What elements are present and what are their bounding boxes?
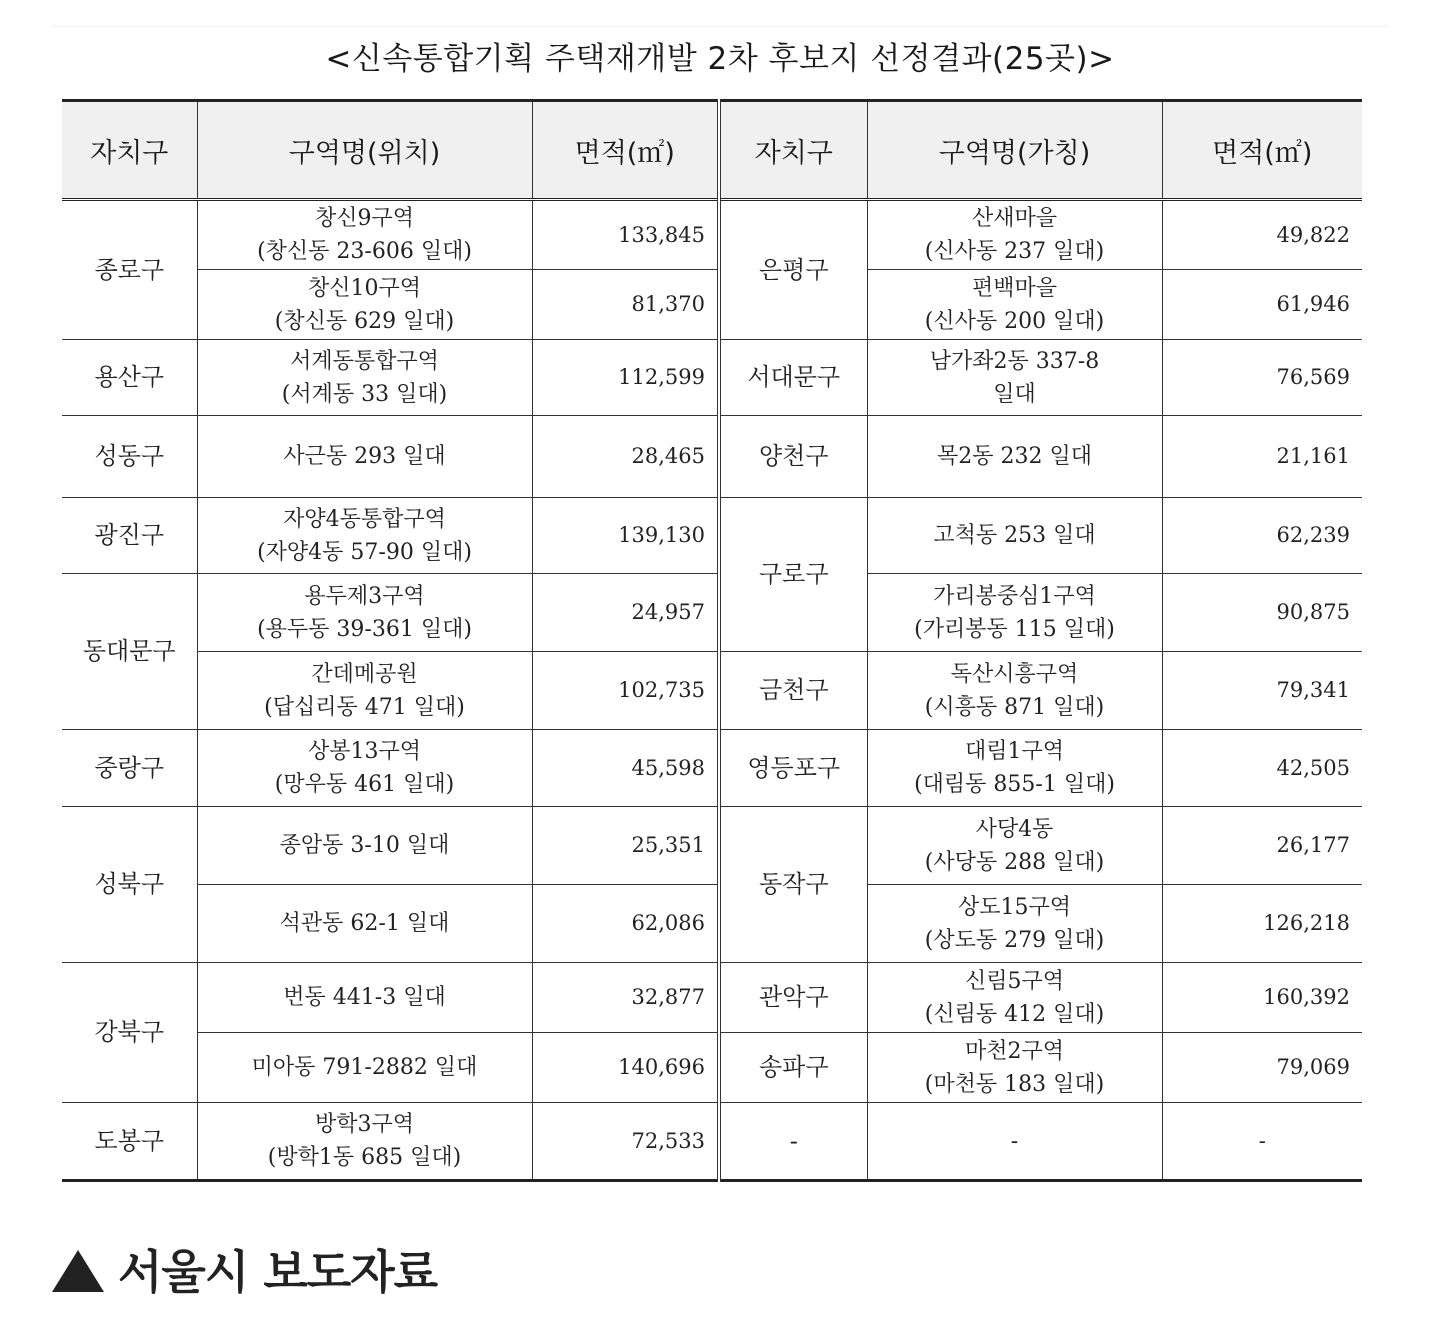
area-name-cell [867,652,1162,730]
district-cell: 영등포구 [719,730,867,807]
area-size-cell: 49,822 [1162,200,1362,270]
area-location: (창신동 629 일대) [274,308,455,334]
area-location: (방학1동 685 일대) [267,1145,462,1170]
district-cell: - [719,1103,867,1181]
table-row [62,1033,1362,1103]
area-location: (사당동 288 일대) [924,849,1105,875]
area-name: 신림5구역 [964,968,1064,994]
table-row [62,498,1362,574]
area-name-cell [867,885,1162,963]
area-name-cell [197,963,532,1033]
area-name-cell [197,1033,532,1103]
area-size-cell: 28,465 [532,416,719,498]
table-row [62,200,1362,270]
area-name: 용두제3구역 [304,583,425,609]
area-name-cell [197,416,532,498]
triangle-up-icon [52,1250,104,1292]
header-size: 면적(㎡) [1162,101,1362,200]
area-name: 고척동 253 일대 [933,523,1096,548]
table-row [62,270,1362,340]
area-name-cell [197,498,532,574]
area-name: 미아동 791-2882 일대 [251,1055,478,1080]
area-name: 방학3구역 [314,1112,414,1137]
area-name-cell [867,1103,1162,1181]
area-location: (신사동 200 일대) [924,308,1105,334]
area-name: 창신10구역 [307,275,421,301]
table-row [62,730,1362,807]
area-name: 번동 441-3 일대 [283,985,446,1010]
district-cell: 양천구 [719,416,867,498]
area-size-cell: 79,069 [1162,1033,1362,1103]
candidate-sites-table [62,99,1362,1182]
header-row [62,101,1362,200]
area-name-cell [197,340,532,416]
header-area-name: 구역명(위치) [197,101,532,200]
area-location: (대림동 855-1 일대) [914,772,1115,797]
area-size-cell: 81,370 [532,270,719,340]
area-size-cell: 126,218 [1162,885,1362,963]
table-row [62,1103,1362,1181]
area-size-cell: 133,845 [532,200,719,270]
area-name: 종암동 3-10 일대 [279,833,450,858]
district-cell: 도봉구 [62,1103,197,1181]
area-name-cell [197,1103,532,1181]
image-caption [52,1236,437,1302]
header-district: 자치구 [62,101,197,200]
district-cell: 강북구 [62,963,197,1103]
area-size-cell: 21,161 [1162,416,1362,498]
area-size-cell: 45,598 [532,730,719,807]
area-name-cell [867,1033,1162,1103]
area-location: (시흥동 871 일대) [924,694,1105,720]
district-cell: 용산구 [62,340,197,416]
district-cell: 동작구 [719,807,867,963]
area-name: 석관동 62-1 일대 [279,911,450,936]
area-name: 간데메공원 [311,661,418,687]
area-name: 목2동 232 일대 [937,444,1092,469]
district-cell: 서대문구 [719,340,867,416]
area-name: 남가좌2동 337-8 [929,348,1100,374]
area-name: 가리봉중심1구역 [933,583,1096,609]
area-name-cell [867,574,1162,652]
area-location: 일대 [993,381,1036,407]
area-name: 독산시흥구역 [950,661,1079,687]
area-size-cell: 76,569 [1162,340,1362,416]
area-size-cell: 72,533 [532,1103,719,1181]
area-size-cell: 90,875 [1162,574,1362,652]
area-name-cell [867,807,1162,885]
table-row [62,885,1362,963]
area-name-cell [867,340,1162,416]
area-size-cell: 24,957 [532,574,719,652]
area-name: 상도15구역 [957,894,1071,920]
table-row [62,963,1362,1033]
area-name-cell [197,885,532,963]
table-title: <신속통합기획 주택재개발 2차 후보지 선정결과(25곳)> [325,41,1115,77]
table-row [62,652,1362,730]
area-size-cell: 79,341 [1162,652,1362,730]
area-location: (서계동 33 일대) [281,381,448,407]
area-name-cell [867,200,1162,270]
header-district: 자치구 [719,101,867,200]
district-cell: 종로구 [62,200,197,340]
area-size-cell: 112,599 [532,340,719,416]
area-name: 편백마을 [971,275,1057,301]
header-size: 면적(㎡) [532,101,719,200]
area-location: (망우동 461 일대) [274,772,455,797]
area-size-cell: 140,696 [532,1033,719,1103]
district-cell: 구로구 [719,498,867,652]
area-name: 사당4동 [975,816,1054,842]
area-size-cell: 62,086 [532,885,719,963]
area-name: 서계동통합구역 [290,348,439,374]
area-name-cell [197,652,532,730]
area-location: (마천동 183 일대) [924,1071,1105,1097]
area-name-cell [867,416,1162,498]
area-location: (창신동 23-606 일대) [257,239,472,264]
area-name: 자양4동통합구역 [283,506,446,532]
table-row [62,807,1362,885]
table-row [62,574,1362,652]
area-name: 산새마을 [971,206,1057,231]
district-cell: 관악구 [719,963,867,1033]
district-cell: 광진구 [62,498,197,574]
area-location: (신사동 237 일대) [924,239,1105,264]
area-size-cell: 62,239 [1162,498,1362,574]
area-location: (신림동 412 일대) [924,1001,1105,1027]
area-name: 상봉13구역 [307,739,421,764]
table-row [62,340,1362,416]
district-cell: 동대문구 [62,574,197,730]
district-cell: 성북구 [62,807,197,963]
area-name-cell [867,730,1162,807]
area-location: (자양4동 57-90 일대) [257,539,472,565]
area-name-cell [867,270,1162,340]
area-size-cell: 61,946 [1162,270,1362,340]
district-cell: 송파구 [719,1033,867,1103]
area-size-cell: 25,351 [532,807,719,885]
area-name: 마천2구역 [964,1038,1064,1064]
header-area-name: 구역명(가칭) [867,101,1162,200]
district-cell: 은평구 [719,200,867,340]
caption-text: 서울시 보도자료 [118,1245,438,1299]
area-location: (답십리동 471 일대) [264,694,465,720]
area-size-cell: 42,505 [1162,730,1362,807]
area-name-cell [197,574,532,652]
district-cell: 성동구 [62,416,197,498]
area-location: (상도동 279 일대) [924,927,1105,953]
area-name-cell [197,807,532,885]
area-name-cell [197,270,532,340]
area-name: 사근동 293 일대 [283,444,446,469]
area-name-cell [867,498,1162,574]
area-name-cell [197,200,532,270]
area-size-cell: 160,392 [1162,963,1362,1033]
area-location: (용두동 39-361 일대) [257,616,472,642]
area-name-cell [197,730,532,807]
area-size-cell: 26,177 [1162,807,1362,885]
area-size-cell: 139,130 [532,498,719,574]
area-name: - [1010,1128,1019,1154]
area-name-cell [867,963,1162,1033]
area-size-cell: 32,877 [532,963,719,1033]
table-row [62,416,1362,498]
district-cell: 금천구 [719,652,867,730]
area-size-cell: - [1162,1103,1362,1181]
press-release-image [52,26,1388,1207]
district-cell: 중랑구 [62,730,197,807]
area-size-cell: 102,735 [532,652,719,730]
area-name: 창신9구역 [314,206,414,231]
area-location: (가리봉동 115 일대) [914,616,1115,642]
area-name: 대림1구역 [964,739,1064,764]
